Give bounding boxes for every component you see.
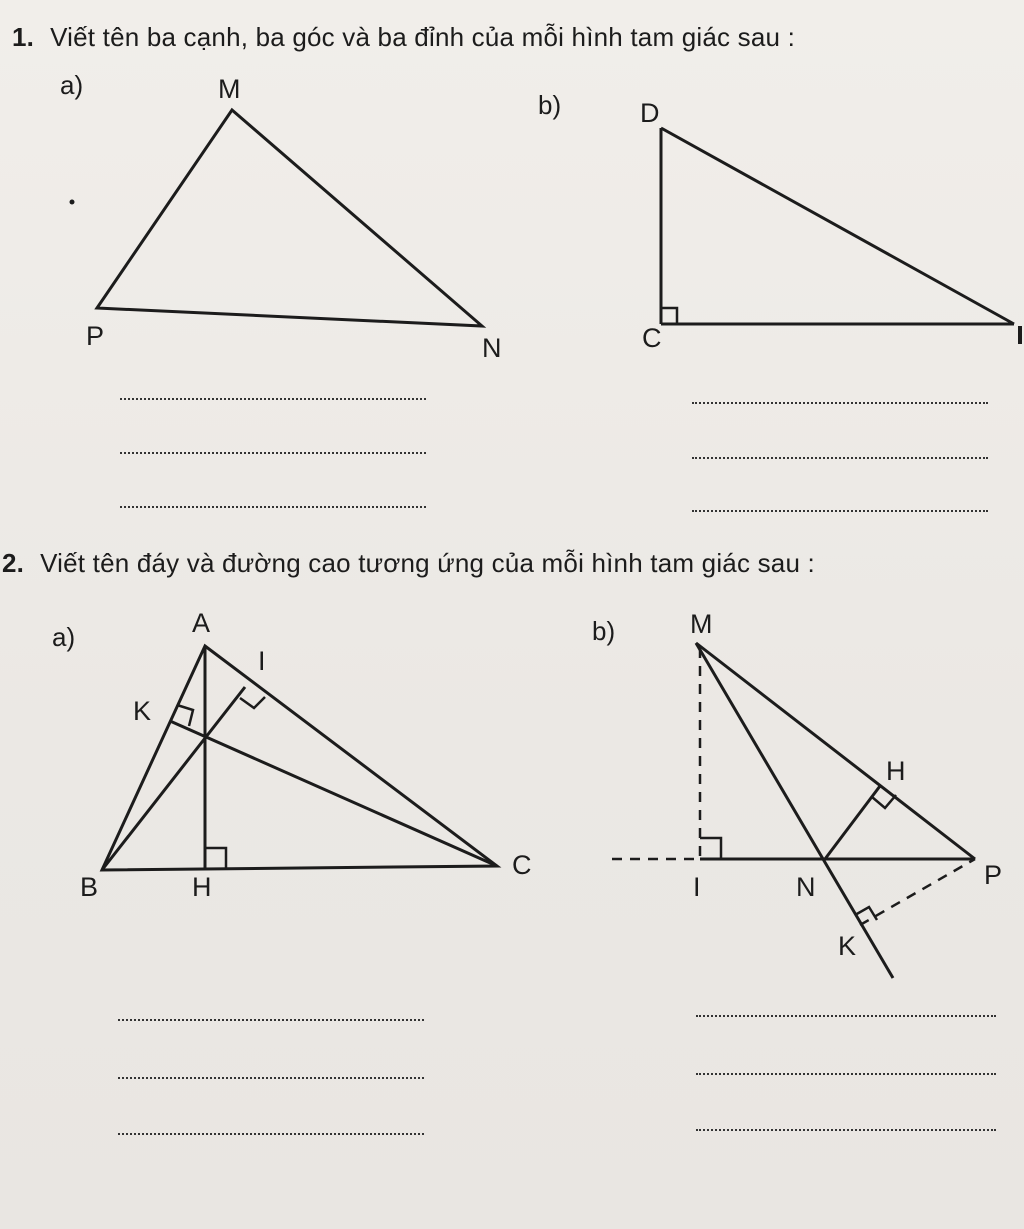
ex2b-answer-line-2[interactable] [696,1073,996,1075]
right-angle-mark-h-2 [872,795,896,808]
ex2b-answer-line-1[interactable] [696,1015,996,1017]
point-label-c: C [512,850,532,880]
altitude-pk-dashed [860,859,975,925]
altitude-nh [825,786,880,859]
ex2a-answer-line-3[interactable] [118,1133,424,1135]
vertex-label-p: P [86,321,105,351]
ex1-figure-a-label: a) [60,70,84,100]
vertex-label-n: N [482,333,502,363]
exercise-1-instruction: Viết tên ba cạnh, ba góc và ba đỉnh của mỗi hình tam giác sau : [50,22,796,52]
ex2b-answer-line-3[interactable] [696,1129,996,1131]
ex2-figure-a-label: a) [52,622,76,652]
point-label-i: I [258,646,266,676]
ex1-figure-b-label: b) [538,90,562,120]
exercise-2-instruction: Viết tên đáy và đường cao tương ứng của mỗi hình tam giác sau : [40,548,815,578]
side-mp [696,643,975,859]
side-mn-extended [696,643,893,978]
exercise-2-number: 2. [2,548,25,578]
vertex-label-m: M [218,74,241,104]
point-label-b: B [80,872,99,902]
point-label-h-b: H [886,756,906,786]
point-label-h: H [192,872,212,902]
right-angle-mark-i-2 [700,838,721,859]
vertex-label-c: C [642,323,662,353]
exercise-1-number: 1. [12,22,35,52]
point-label-p: P [984,860,1003,890]
vertex-label-d: D [640,98,660,128]
point-label-m: M [690,609,713,639]
point-label-k: K [133,696,152,726]
ex2-figure-b-label: b) [592,616,616,646]
point-label-n: N [796,872,816,902]
point-label-k-b: K [838,931,857,961]
point-label-a: A [192,608,211,638]
point-label-i-b: I [693,872,701,902]
ex2a-answer-line-1[interactable] [118,1019,424,1021]
ex2a-answer-line-2[interactable] [118,1077,424,1079]
